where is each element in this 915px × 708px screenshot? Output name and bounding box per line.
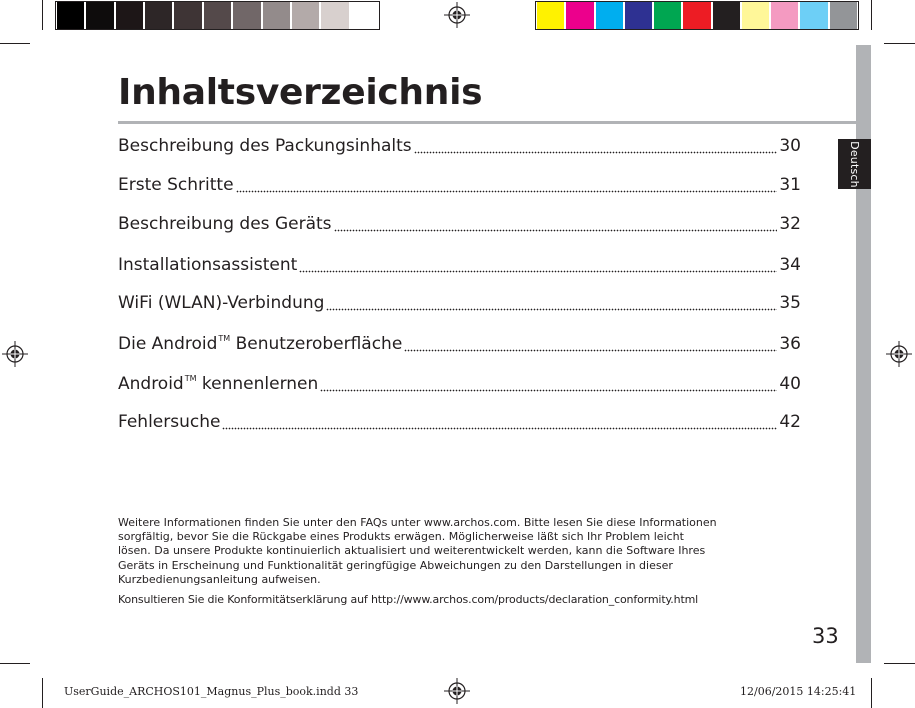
- toc-leader-dots: [326, 308, 777, 311]
- toc-entry-page: 30: [779, 136, 801, 156]
- color-swatch: [174, 2, 201, 29]
- color-swatch: [830, 2, 857, 29]
- side-thumb-bar: [856, 45, 871, 663]
- toc-entry[interactable]: [118, 175, 801, 199]
- color-swatch: [263, 2, 290, 29]
- toc-entry-page: 35: [779, 293, 801, 313]
- color-swatch: [742, 2, 769, 29]
- slug-file-name: UserGuide_ARCHOS101_Magnus_Plus_book.indd 33: [64, 685, 359, 698]
- toc-leader-dots: [299, 270, 777, 273]
- registration-mark-icon: [886, 341, 912, 367]
- color-swatch: [654, 2, 681, 29]
- toc-entry-page: 40: [779, 374, 801, 394]
- toc-entry-page: 34: [779, 255, 801, 275]
- toc-entry-label: Beschreibung des Geräts: [118, 214, 332, 234]
- color-swatch: [204, 2, 231, 29]
- registration-mark-icon: [444, 678, 470, 704]
- toc-entry[interactable]: [118, 293, 801, 317]
- toc-leader-dots: [236, 190, 778, 193]
- toc-entry-label: Fehlersuche: [118, 412, 221, 432]
- toc-leader-dots: [320, 389, 777, 392]
- color-swatch: [566, 2, 593, 29]
- slug-timestamp: 12/06/2015 14:25:41: [740, 685, 857, 698]
- color-swatch: [351, 2, 378, 29]
- toc-entry[interactable]: [118, 334, 801, 358]
- toc-entry[interactable]: [118, 214, 801, 238]
- toc-entry[interactable]: [118, 374, 801, 398]
- toc-leader-dots: [404, 349, 777, 352]
- color-swatch: [537, 2, 564, 29]
- toc-entry-page: 31: [779, 175, 801, 195]
- title-underline: [118, 121, 860, 124]
- toc-leader-dots: [222, 427, 777, 430]
- page-title: Inhaltsverzeichnis: [118, 72, 483, 113]
- color-swatch: [625, 2, 652, 29]
- color-swatch: [321, 2, 348, 29]
- info-paragraph: Weitere Informationen finden Sie unter den FAQs unter www.archos.com. Bitte lesen Sie diese Informationen sorgfältig, bevor Sie die Rückgabe eines Produkts erwägen. Möglicherweise läßt sich Ihr Problem leicht lösen. Da unsere Produkte kontinuierlich aktualisiert und weiterentwickelt werden, kann die Software Ihres Geräts in Erscheinung und Funktionalität geringfügige Abweichungen zu den Darstellungen in dieser Kurzbedienungsanleitung aufweisen.: [118, 516, 717, 586]
- toc-entry-label: Beschreibung des Packungsinhalts: [118, 136, 412, 156]
- toc-entry[interactable]: [118, 136, 801, 160]
- color-swatch: [233, 2, 260, 29]
- toc-entry-label: Installationsassistent: [118, 255, 298, 275]
- toc-entry[interactable]: [118, 255, 801, 279]
- toc-leader-dots: [414, 151, 778, 154]
- color-swatch: [596, 2, 623, 29]
- registration-mark-icon: [2, 341, 28, 367]
- color-swatch: [145, 2, 172, 29]
- registration-mark-icon: [444, 2, 470, 28]
- color-swatch: [713, 2, 740, 29]
- toc-entry-label: Erste Schritte: [118, 175, 234, 195]
- toc-entry-label: WiFi (WLAN)-Verbindung: [118, 293, 325, 313]
- toc-entry-page: 36: [779, 334, 801, 354]
- color-swatch: [683, 2, 710, 29]
- toc-entry[interactable]: [118, 412, 801, 436]
- color-swatch: [86, 2, 113, 29]
- toc-entry-label: Android™ kennenlernen: [118, 374, 319, 394]
- color-swatch: [292, 2, 319, 29]
- toc-entry-page: 32: [779, 214, 801, 234]
- toc-entry-page: 42: [779, 412, 801, 432]
- color-swatch: [771, 2, 798, 29]
- color-swatch: [116, 2, 143, 29]
- toc-entry-label: Die Android™ Benutzeroberfläche: [118, 334, 403, 354]
- color-swatch: [57, 2, 84, 29]
- color-swatch: [800, 2, 827, 29]
- language-tab-label: Deutsch: [848, 140, 861, 188]
- page-number: 33: [812, 624, 839, 648]
- toc-leader-dots: [334, 229, 778, 232]
- conformity-note: Konsultieren Sie die Konformitätserklärung auf http://www.archos.com/products/declaration_conformity.html: [118, 593, 699, 606]
